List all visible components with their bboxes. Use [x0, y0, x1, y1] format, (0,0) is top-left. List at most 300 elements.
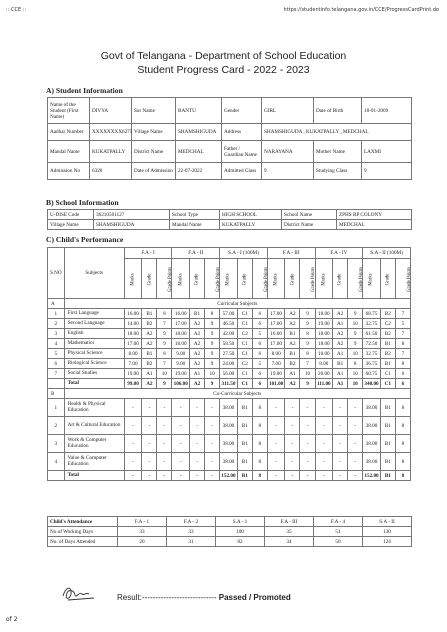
value-mother: LAXMI — [362, 141, 412, 163]
header-column — [124, 259, 142, 299]
subject-name: Health & Physical Education — [64, 399, 124, 417]
score-cell: 56.00 — [220, 369, 238, 379]
value-surname: BANTU — [176, 98, 222, 124]
section-school-info: B) School Information — [46, 198, 119, 207]
attendance-value: 130 — [363, 527, 412, 537]
score-cell: 8 — [395, 453, 410, 471]
performance-table — [47, 247, 411, 481]
score-cell: 9.00 — [172, 349, 190, 359]
attendance-value: 124 — [363, 537, 412, 547]
header-column — [252, 259, 267, 299]
score-cell: A2 — [333, 339, 348, 349]
score-cell: A1 — [190, 369, 205, 379]
score-cell: B1 — [190, 309, 205, 319]
header-column — [172, 259, 190, 299]
subject-name: First Language — [64, 309, 124, 319]
score-cell: - — [315, 417, 333, 435]
score-cell: 6 — [252, 369, 267, 379]
score-cell: C2 — [380, 319, 395, 329]
score-cell: 5 — [395, 319, 410, 329]
score-cell: B1 — [285, 329, 300, 339]
result-label: Result:---------------------------- — [117, 593, 217, 602]
score-cell: 8 — [252, 453, 267, 471]
score-cell: B1 — [380, 399, 395, 417]
score-cell: 58.50 — [220, 339, 238, 349]
value-admitted-class: 9 — [262, 163, 314, 180]
header-exam: F.A - III — [267, 248, 315, 259]
header-column — [157, 259, 172, 299]
label-surname: Sur Name — [132, 98, 176, 124]
score-cell: 36.75 — [363, 359, 381, 369]
header-column — [220, 259, 238, 299]
header-column-label: Grade — [242, 273, 248, 285]
page-title: Govt of Telangana - Department of School Education — [100, 50, 347, 62]
score-cell: A2 — [190, 329, 205, 339]
score-cell: 8.00 — [124, 349, 142, 359]
score-cell: C2 — [237, 359, 252, 369]
score-cell: 9 — [300, 339, 315, 349]
attendance-row — [48, 537, 412, 547]
header-column-label: Grade — [337, 273, 343, 285]
score-cell: 6 — [252, 309, 267, 319]
row-number: 3 — [48, 329, 65, 339]
score-cell: - — [315, 453, 333, 471]
attendance-label: No. of Days Attended — [48, 537, 118, 547]
score-cell: 38.00 — [220, 453, 238, 471]
table-row — [48, 359, 411, 369]
label-school-mandal: Mandal Name — [170, 220, 220, 230]
header-exam: F.A - IV — [315, 248, 363, 259]
header-column-label: Grade Points — [216, 266, 222, 292]
total-cell: 311.50 — [221, 380, 236, 387]
score-cell: - — [300, 399, 315, 417]
score-cell: - — [267, 453, 285, 471]
total-cell: C1 — [237, 379, 252, 389]
score-cell: - — [172, 417, 190, 435]
score-cell: 8 — [395, 399, 410, 417]
total-cell: C1 — [380, 379, 395, 389]
label-father: Father / Guardian Name — [222, 141, 262, 163]
table-row — [48, 339, 411, 349]
score-cell: 61.50 — [363, 329, 381, 339]
header-column — [380, 259, 395, 299]
score-cell: A1 — [333, 349, 348, 359]
score-cell: A1 — [333, 369, 348, 379]
score-cell: 7 — [300, 359, 315, 369]
score-cell: B1 — [237, 453, 252, 471]
attendance-header-cell: F.A - 4 — [314, 517, 363, 527]
score-cell: 6 — [252, 349, 267, 359]
total-cell: 8 — [395, 471, 410, 481]
total-cell: 99.00 — [124, 379, 142, 389]
table-row — [48, 309, 411, 319]
label-aadhar: Aadhar Number — [48, 124, 90, 141]
score-cell: - — [190, 417, 205, 435]
score-cell: B1 — [380, 435, 395, 453]
score-cell: A2 — [190, 339, 205, 349]
score-cell: 10 — [300, 369, 315, 379]
total-cell: - — [124, 471, 142, 481]
score-cell: 18.00 — [172, 339, 190, 349]
score-cell: 19.00 — [172, 369, 190, 379]
header-column-label: Marks — [225, 272, 231, 286]
table-row — [48, 417, 411, 435]
total-cell: 101.00 — [268, 380, 284, 387]
score-cell: 19.00 — [267, 369, 285, 379]
total-cell: - — [172, 471, 190, 481]
score-cell: - — [300, 417, 315, 435]
perf-header-exams — [48, 248, 411, 259]
score-cell: A2 — [333, 329, 348, 339]
score-cell: - — [172, 435, 190, 453]
score-cell: 38.00 — [363, 435, 381, 453]
score-cell: 18.00 — [315, 339, 333, 349]
subject-name: Value & Computer Education — [64, 453, 124, 471]
score-cell: C1 — [380, 369, 395, 379]
header-column — [205, 259, 220, 299]
section-performance: C) Child's Performance — [46, 235, 124, 244]
label-school-village: Village Name — [48, 220, 94, 230]
score-cell: 7.00 — [124, 359, 142, 369]
score-cell: 10 — [348, 319, 363, 329]
total-cell: 106.00 — [173, 380, 188, 387]
score-cell: 17.00 — [267, 339, 285, 349]
value-district: MEDCHAL — [176, 141, 222, 163]
total-cell: - — [285, 471, 300, 481]
label-admitted-class: Admitted Class — [222, 163, 262, 180]
score-cell: 38.00 — [363, 399, 381, 417]
score-cell: A2 — [142, 339, 157, 349]
total-cell: 8 — [252, 471, 267, 481]
value-studying-class: 9 — [362, 163, 412, 180]
header-column-label: Grade Points — [359, 266, 365, 292]
score-cell: B2 — [142, 319, 157, 329]
attendance-value: 20 — [118, 537, 167, 547]
score-cell: 6 — [395, 369, 410, 379]
score-cell: B2 — [380, 329, 395, 339]
score-cell: 20.00 — [315, 369, 333, 379]
table-row — [48, 399, 411, 417]
score-cell: B2 — [380, 349, 395, 359]
score-cell: B1 — [237, 435, 252, 453]
total-cell: 10 — [348, 379, 363, 389]
subject-name: English — [64, 329, 124, 339]
header-column-label: Marks — [178, 272, 184, 286]
score-cell: 8.00 — [315, 359, 333, 369]
total-spacer — [48, 471, 65, 481]
score-cell: 16.00 — [124, 309, 142, 319]
total-cell: - — [348, 471, 363, 481]
label-village: Village Name — [132, 124, 176, 141]
student-info-table — [47, 97, 412, 180]
header-exam: F.A - I — [124, 248, 172, 259]
score-cell: A1 — [142, 369, 157, 379]
value-mandal: KUKATPALLY — [90, 141, 132, 163]
score-cell: 16.00 — [172, 309, 190, 319]
score-cell: - — [348, 399, 363, 417]
score-cell: B1 — [237, 417, 252, 435]
header-exam: S.A - I (100M) — [220, 248, 268, 259]
score-cell: 32.75 — [363, 319, 381, 329]
attendance-value: 31 — [167, 537, 216, 547]
score-cell: 10 — [157, 369, 172, 379]
score-cell: - — [157, 399, 172, 417]
label-admission-no: Admission No — [48, 163, 90, 180]
score-cell: C1 — [237, 319, 252, 329]
header-column-label: Marks — [321, 272, 327, 286]
total-cell: 9 — [157, 379, 172, 389]
total-cell: B1 — [380, 471, 395, 481]
row-number: 4 — [48, 453, 65, 471]
score-cell: - — [205, 435, 220, 453]
score-cell: B1 — [142, 349, 157, 359]
label-doa: Date of Admission — [132, 163, 176, 180]
row-number: 2 — [48, 417, 65, 435]
table-row — [48, 435, 411, 453]
score-cell: 8 — [300, 329, 315, 339]
attendance-value: 33 — [118, 527, 167, 537]
score-cell: 38.00 — [363, 417, 381, 435]
section-title: Co-Curricular Subjects — [64, 389, 410, 399]
subject-name: Art & Cultural Education — [64, 417, 124, 435]
score-cell: A1 — [285, 369, 300, 379]
attendance-row — [48, 527, 412, 537]
value-udise: 36210501127 — [94, 210, 170, 220]
score-cell: - — [157, 417, 172, 435]
score-cell: 17.00 — [124, 339, 142, 349]
table-row — [48, 329, 411, 339]
score-cell: C1 — [237, 369, 252, 379]
score-cell: - — [348, 453, 363, 471]
header-column-label: Marks — [130, 272, 136, 286]
score-cell: B2 — [142, 359, 157, 369]
score-cell: 9 — [205, 339, 220, 349]
subject-name: Physical Science — [64, 349, 124, 359]
score-cell: C1 — [237, 339, 252, 349]
section-band-row — [48, 299, 411, 309]
header-column-label: Grade Points — [168, 266, 174, 292]
score-cell: 9.00 — [172, 359, 190, 369]
header-sno: S.NO — [48, 248, 65, 299]
score-cell: A1 — [333, 319, 348, 329]
total-cell: 9 — [205, 379, 220, 389]
score-cell: 5 — [252, 359, 267, 369]
total-cell: 340.00 — [364, 380, 379, 387]
score-cell: 10 — [348, 349, 363, 359]
total-cell: - — [300, 471, 315, 481]
score-cell: B1 — [285, 349, 300, 359]
total-cell: 152.00 — [221, 472, 236, 479]
row-number: 4 — [48, 339, 65, 349]
score-cell: 8 — [395, 435, 410, 453]
score-cell: - — [172, 453, 190, 471]
header-column-label: Grade — [385, 273, 391, 285]
score-cell: 9 — [348, 329, 363, 339]
score-cell: 9 — [205, 319, 220, 329]
attendance-header-cell: S.A - II — [363, 517, 412, 527]
score-cell: - — [124, 399, 142, 417]
value-gender: GIRL — [262, 98, 314, 124]
score-cell: 19.00 — [124, 369, 142, 379]
score-cell: - — [157, 435, 172, 453]
score-cell: 17.00 — [267, 319, 285, 329]
label-school-name: School Name — [282, 210, 337, 220]
score-cell: 7.00 — [267, 359, 285, 369]
score-cell: A2 — [285, 309, 300, 319]
value-school-mandal: KUKATPALLY — [220, 220, 282, 230]
score-cell: 7 — [395, 309, 410, 319]
value-doa: 22-07-2022 — [176, 163, 222, 180]
score-cell: 8 — [157, 309, 172, 319]
section-student-info: A) Student Information — [46, 86, 123, 95]
page-number: of 2 — [6, 616, 18, 623]
score-cell: B1 — [380, 339, 395, 349]
table-row — [48, 453, 411, 471]
score-cell: - — [333, 399, 348, 417]
attendance-header-cell: S.A - 1 — [216, 517, 265, 527]
attendance-value: 51 — [314, 527, 363, 537]
score-cell: 9 — [205, 349, 220, 359]
score-cell: - — [205, 453, 220, 471]
score-cell: - — [300, 453, 315, 471]
score-cell: 38.00 — [220, 399, 238, 417]
header-column-label: Marks — [369, 272, 375, 286]
score-cell: A2 — [285, 339, 300, 349]
attendance-value: 100 — [216, 527, 265, 537]
score-cell: - — [142, 417, 157, 435]
score-cell: 8 — [252, 435, 267, 453]
score-cell: 68.75 — [363, 309, 381, 319]
header-column-label: Grade Points — [263, 266, 269, 292]
score-cell: 6 — [252, 339, 267, 349]
label-address: Address — [222, 124, 262, 141]
row-number: 5 — [48, 349, 65, 359]
score-cell: B1 — [380, 417, 395, 435]
score-cell: - — [333, 417, 348, 435]
score-cell: 9 — [300, 309, 315, 319]
score-cell: - — [142, 453, 157, 471]
score-cell: 32.75 — [363, 349, 381, 359]
score-cell: 17.00 — [172, 319, 190, 329]
score-cell: 8 — [252, 399, 267, 417]
score-cell: - — [267, 435, 285, 453]
total-cell: 9 — [300, 379, 315, 389]
row-number: 2 — [48, 319, 65, 329]
score-cell: 8.00 — [267, 349, 285, 359]
page-subtitle: Student Progress Card - 2022 - 2023 — [137, 64, 310, 76]
score-cell: 9 — [157, 329, 172, 339]
score-cell: - — [190, 435, 205, 453]
header-column — [395, 259, 410, 299]
total-cell: A2 — [190, 379, 205, 389]
attendance-header-cell: Child's Attendance — [48, 517, 118, 527]
signature-mark — [60, 582, 100, 604]
value-address: SHAMSHIGUDA , KUKATPALLY , MEDCHAL — [262, 124, 412, 141]
subject-name: Work & Computer Education — [64, 435, 124, 453]
value-school-district: MEDCHAL — [337, 220, 412, 230]
header-column-label: Grade — [194, 273, 200, 285]
score-cell: 42.00 — [220, 329, 238, 339]
score-cell: - — [157, 453, 172, 471]
subject-name: Mathematics — [64, 339, 124, 349]
value-school-name: ZPHS RP COLONY — [337, 210, 412, 220]
attendance-header-cell: F.A - 2 — [167, 517, 216, 527]
score-cell: 18.00 — [315, 329, 333, 339]
total-cell: - — [142, 471, 157, 481]
header-column-label: Grade Points — [311, 266, 317, 292]
score-cell: - — [267, 399, 285, 417]
score-cell: 9 — [157, 339, 172, 349]
total-cell: A2 — [142, 379, 157, 389]
score-cell: 60.75 — [363, 369, 381, 379]
result-value: Passed / Promoted — [218, 593, 291, 602]
attendance-value: 50 — [314, 537, 363, 547]
row-number: 3 — [48, 435, 65, 453]
score-cell: A2 — [333, 309, 348, 319]
score-cell: 14.00 — [124, 319, 142, 329]
header-column — [363, 259, 381, 299]
table-row — [48, 349, 411, 359]
header-column — [142, 259, 157, 299]
header-column — [315, 259, 333, 299]
label-student-name: Name of the Student (First Name) — [48, 98, 90, 124]
score-cell: 16.00 — [267, 329, 285, 339]
score-cell: 46.50 — [220, 319, 238, 329]
score-cell: 7 — [157, 359, 172, 369]
score-cell: - — [124, 453, 142, 471]
score-cell: - — [285, 435, 300, 453]
score-cell: 8 — [300, 349, 315, 359]
score-cell: C1 — [237, 309, 252, 319]
score-cell: 19.00 — [315, 319, 333, 329]
print-header-url[interactable]: https://studentinfo.telangana.gov.in/CCE/ProgressCardPrint.do — [283, 7, 439, 13]
total-cell: - — [190, 471, 205, 481]
score-cell: - — [190, 399, 205, 417]
total-cell: A2 — [285, 379, 300, 389]
score-cell: 9 — [348, 309, 363, 319]
value-aadhar: XXXXXXXX6275 — [90, 124, 132, 141]
score-cell: 10 — [348, 369, 363, 379]
score-cell: - — [348, 435, 363, 453]
score-cell: B2 — [285, 359, 300, 369]
score-cell: - — [205, 417, 220, 435]
score-cell: 7 — [395, 349, 410, 359]
school-info-table — [47, 209, 412, 230]
total-cell: - — [315, 471, 333, 481]
label-mandal: Mandal Name — [48, 141, 90, 163]
score-cell: 72.50 — [363, 339, 381, 349]
header-column-label: Grade Points — [406, 266, 412, 292]
score-cell: - — [315, 435, 333, 453]
label-udise: U-DISE Code — [48, 210, 94, 220]
score-cell: 10 — [205, 369, 220, 379]
score-cell: B1 — [237, 399, 252, 417]
score-cell: - — [285, 417, 300, 435]
attendance-header-cell: F.A - III — [265, 517, 314, 527]
score-cell: - — [124, 435, 142, 453]
score-cell: 27.50 — [220, 349, 238, 359]
score-cell: - — [267, 417, 285, 435]
score-cell: - — [124, 417, 142, 435]
result-line — [117, 593, 291, 602]
row-number: 7 — [48, 369, 65, 379]
score-cell: B1 — [142, 309, 157, 319]
score-cell: 8 — [157, 349, 172, 359]
attendance-value: 82 — [216, 537, 265, 547]
header-column — [348, 259, 363, 299]
score-cell: 8 — [395, 417, 410, 435]
score-cell: 7 — [157, 319, 172, 329]
